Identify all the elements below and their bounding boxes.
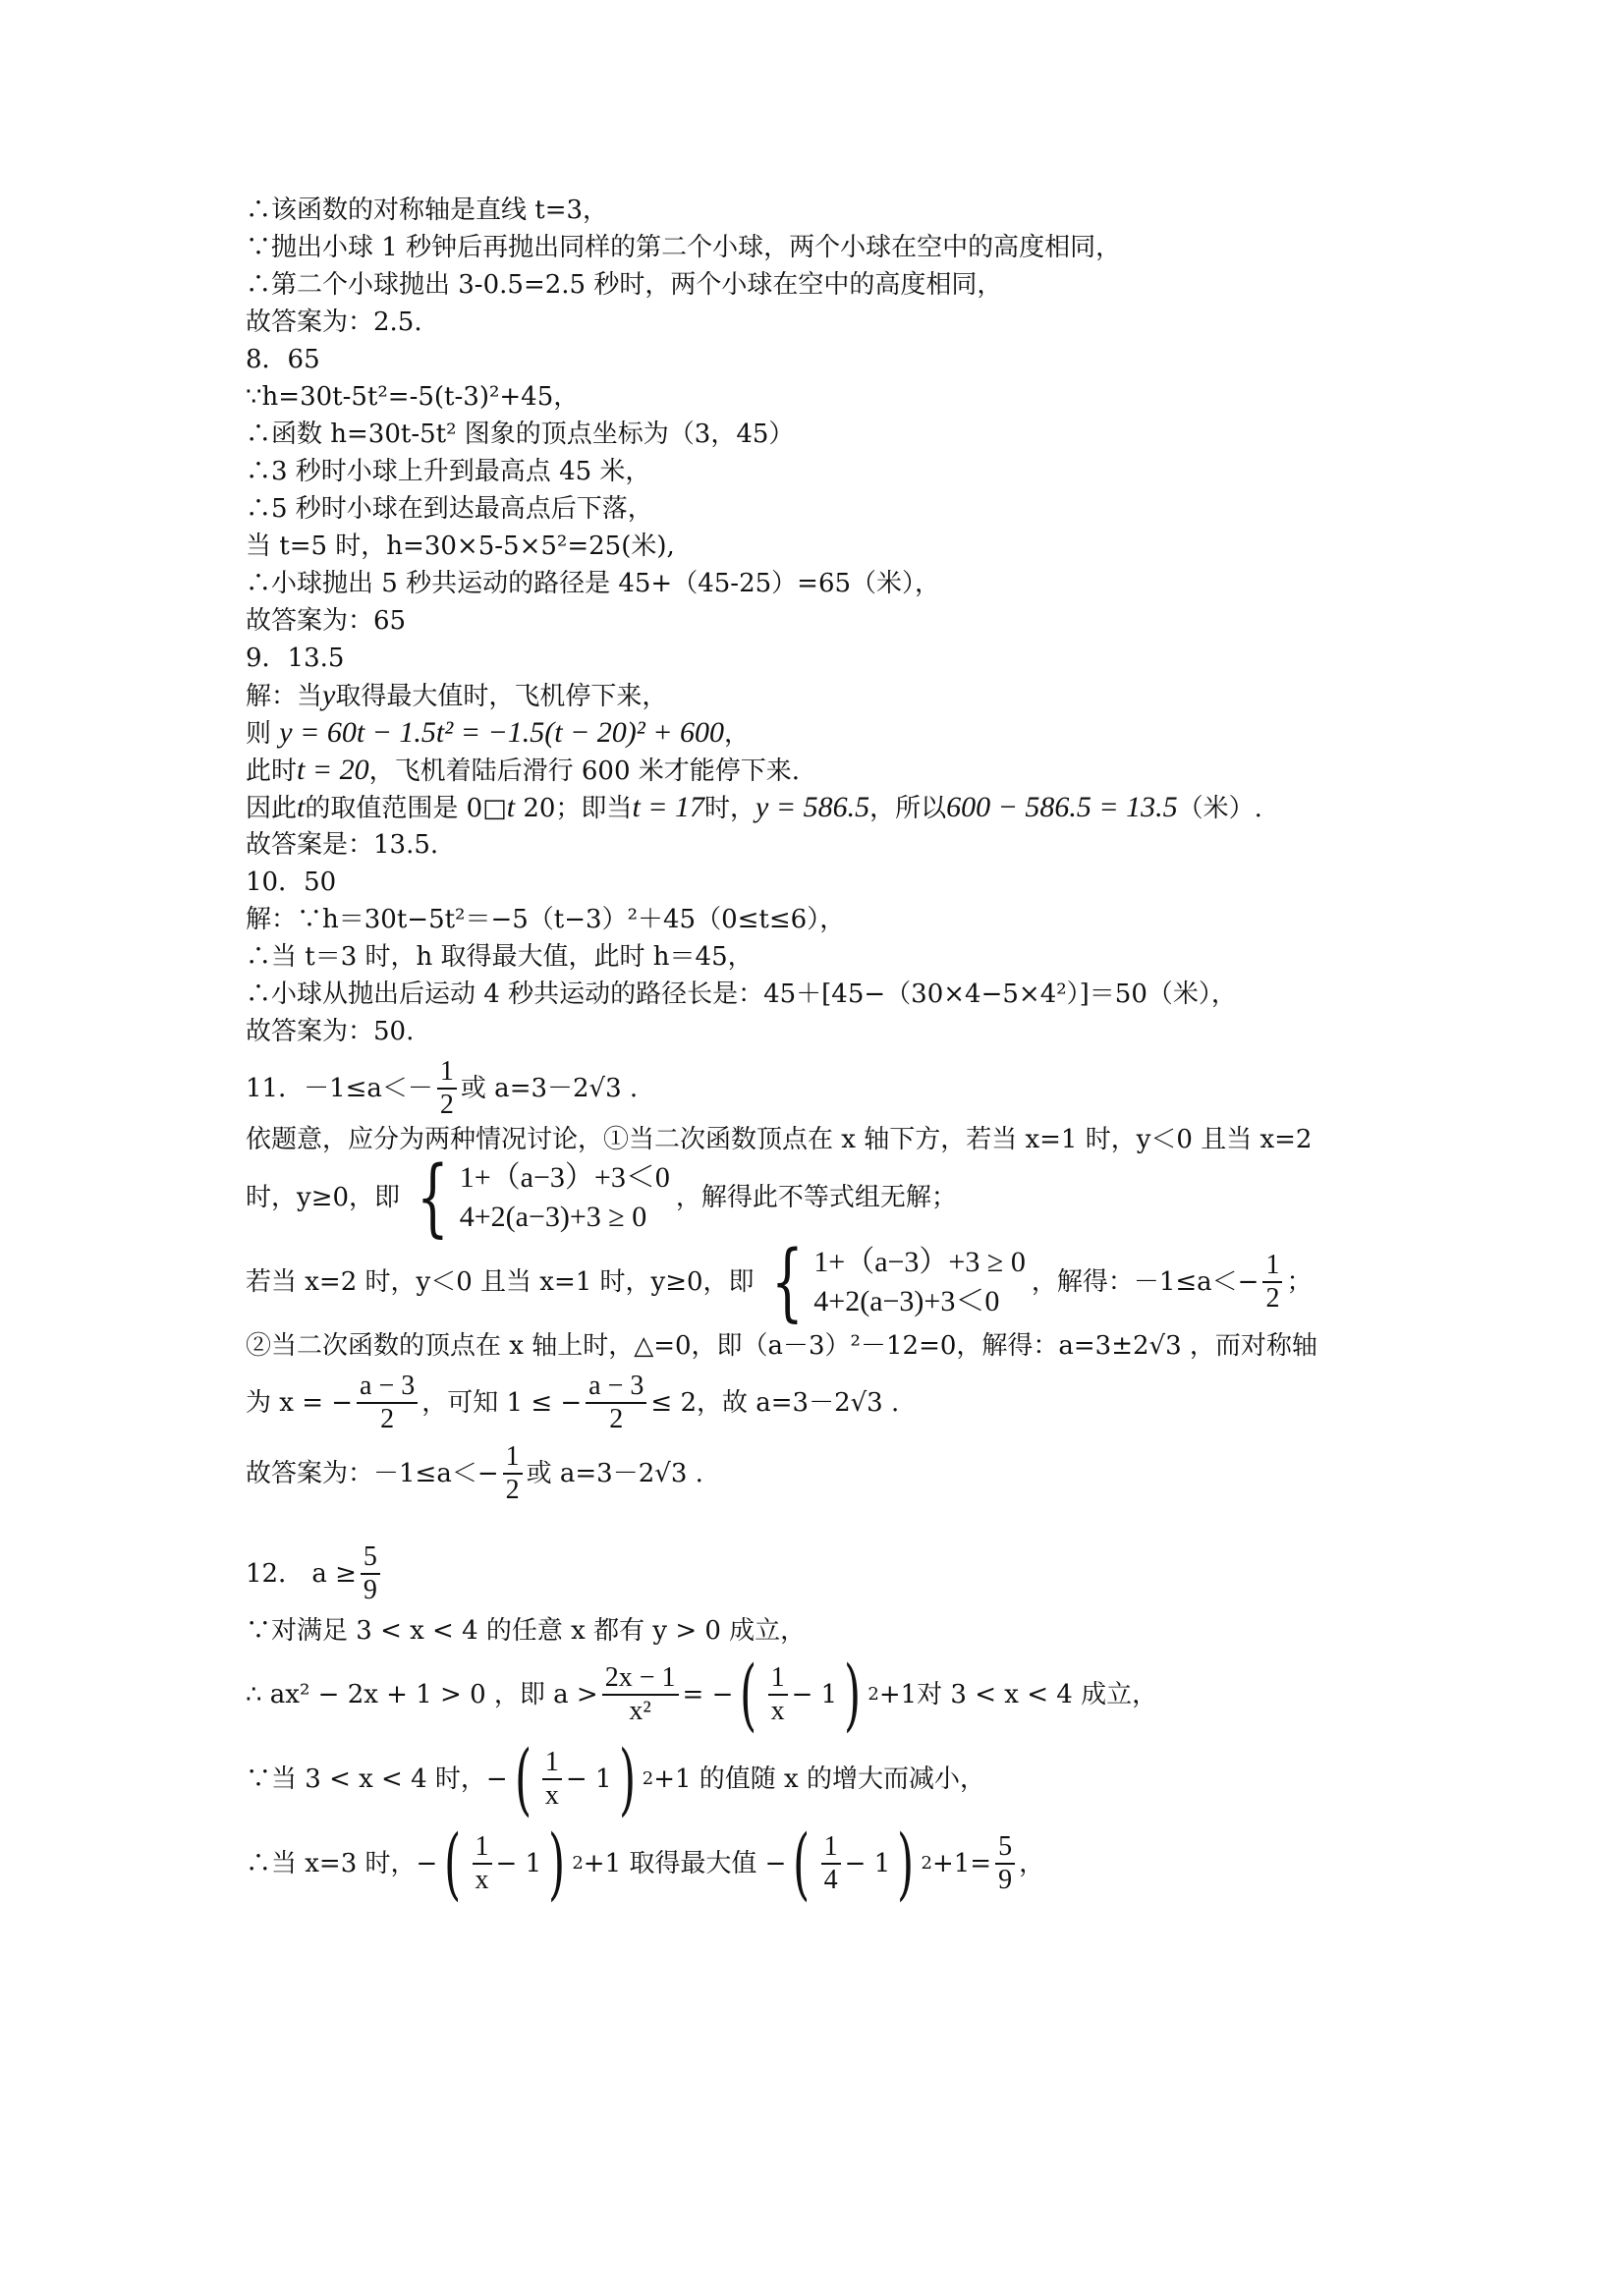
numerator: 1 xyxy=(821,1831,841,1865)
text-line: 故答案为：50. xyxy=(246,1017,415,1046)
text-span: − 1 xyxy=(565,1764,612,1794)
denominator: 2 xyxy=(505,1475,520,1505)
exponent: 2 xyxy=(867,1684,879,1705)
fraction xyxy=(602,1662,679,1727)
text-line: 故答案为：2.5. xyxy=(246,308,422,337)
text-line: ∵h=30t-5t²=-5(t-3)²+45， xyxy=(246,382,580,412)
question-number: 10．50 xyxy=(246,868,337,897)
text-line xyxy=(246,789,1405,826)
text-line: 故答案为：65 xyxy=(246,606,407,636)
text-span: 20；即当 xyxy=(515,794,633,823)
math-expr: y = 586.5 xyxy=(756,791,870,823)
math-var: y xyxy=(322,679,336,711)
text-span: ∴ ax² − 2x + 1 > 0 ，即 a > xyxy=(246,1680,598,1709)
fraction xyxy=(473,1831,492,1896)
text-span: （米）. xyxy=(1177,794,1262,823)
text-line xyxy=(246,1371,1405,1435)
text-line: ∴小球从抛出后运动 4 秒共运动的路径长是：45＋[45−（30×4−5×4²）]＝50（米）， xyxy=(246,980,1237,1009)
math-expr: y = 60t − 1.5t² = −1.5(t − 20)² + 600 xyxy=(279,716,725,749)
denominator: 2 xyxy=(1265,1283,1280,1314)
text-line xyxy=(246,1649,1405,1740)
text-line xyxy=(246,714,1405,752)
text-span: ，解得此不等式组无解； xyxy=(675,1183,957,1212)
text-line xyxy=(246,1733,1405,1824)
text-span: ∴当 x=3 时，− xyxy=(246,1849,438,1878)
denominator: 4 xyxy=(823,1865,838,1895)
text-span: ，可知 1 ≤ − xyxy=(421,1388,583,1418)
exponent: 2 xyxy=(642,1768,654,1789)
text-line: 解：∵h＝30t−5t²＝−5（t−3）²＋45（0≤t≤6）， xyxy=(246,905,846,934)
text-span: − 1 xyxy=(844,1849,891,1878)
fraction xyxy=(995,1831,1015,1896)
question-11-header xyxy=(246,1056,1405,1121)
right-paren: ) xyxy=(844,1649,862,1740)
exponent: 2 xyxy=(572,1853,584,1874)
denominator: x² xyxy=(629,1696,651,1726)
left-paren: ( xyxy=(514,1733,532,1824)
text-span: 则 xyxy=(246,719,272,749)
fraction xyxy=(361,1541,380,1606)
math-expr: t = 20 xyxy=(297,754,369,786)
text-line: ∴函数 h=30t-5t² 图象的顶点坐标为（3，45） xyxy=(246,420,795,449)
fraction xyxy=(542,1747,562,1812)
text-span: 若当 x=2 时，y＜0 且当 x=1 时，y≥0，即 xyxy=(246,1267,755,1297)
text-line xyxy=(246,1818,1405,1909)
text-span: ， xyxy=(724,719,751,749)
denominator: 2 xyxy=(439,1090,454,1120)
fraction xyxy=(357,1371,418,1435)
denominator: 2 xyxy=(380,1404,395,1434)
text-line xyxy=(246,1441,1405,1506)
denominator: x xyxy=(770,1696,785,1726)
brace-symbol: { xyxy=(416,1148,449,1247)
numerator: 1 xyxy=(768,1662,788,1696)
text-span: ∵当 3 < x < 4 时，− xyxy=(246,1764,508,1794)
exponent: 2 xyxy=(921,1853,932,1874)
text-span: = − xyxy=(682,1680,734,1709)
system-rows xyxy=(813,1243,1026,1321)
fraction xyxy=(437,1056,457,1121)
text-line: 故答案是：13.5. xyxy=(246,830,439,860)
denominator: 2 xyxy=(609,1404,624,1434)
brace-symbol: { xyxy=(770,1233,804,1331)
right-paren: ) xyxy=(548,1818,566,1909)
math-var: t xyxy=(506,791,516,823)
text-line: ∵抛出小球 1 秒钟后再抛出同样的第二个小球，两个小球在空中的高度相同， xyxy=(246,233,1122,262)
text-line xyxy=(246,752,1405,789)
question-12-header xyxy=(246,1541,1405,1606)
text-line: ②当二次函数的顶点在 x 轴上时，△=0，即（a－3）²－12=0，解得：a=3±2√3 ，而对称轴 xyxy=(246,1331,1317,1361)
text-span: 时，y≥0，即 xyxy=(246,1183,401,1212)
spacer xyxy=(246,1506,1405,1541)
document-page xyxy=(246,192,1405,1909)
right-paren: ) xyxy=(618,1733,636,1824)
math-expr: 600 − 586.5 = 13.5 xyxy=(946,791,1178,823)
fraction xyxy=(768,1662,788,1727)
math-expr: t = 17 xyxy=(632,791,705,823)
text-line: ∴该函数的对称轴是直线 t=3， xyxy=(246,196,609,225)
numerator: a − 3 xyxy=(357,1371,418,1404)
text-span: 的取值范围是 0□ xyxy=(305,794,507,823)
fraction xyxy=(503,1441,523,1506)
numerator: 1 xyxy=(503,1441,523,1475)
text-span: ， xyxy=(1019,1849,1045,1878)
text-span: 取得最大值时，飞机停下来， xyxy=(335,682,668,711)
system-row: 4+2(a−3)+3＜0 xyxy=(813,1285,1000,1317)
numerator: 1 xyxy=(542,1747,562,1780)
text-line: 当 t=5 时，h=30×5-5×5²=25(米), xyxy=(246,532,675,561)
text-line: ∴5 秒时小球在到达最高点后下落， xyxy=(246,494,653,524)
numerator: 5 xyxy=(995,1831,1015,1865)
text-span: 11．－1≤a＜－ xyxy=(246,1074,433,1103)
text-line: ∴3 秒时小球上升到最高点 45 米， xyxy=(246,457,651,486)
right-paren: ) xyxy=(897,1818,915,1909)
text-span: ，所以 xyxy=(869,794,947,823)
numerator: 1 xyxy=(473,1831,492,1865)
system-row: 1+（a−3）+3 ≥ 0 xyxy=(813,1246,1026,1278)
fraction xyxy=(821,1831,841,1896)
text-span: 12． a ≥ xyxy=(246,1559,357,1589)
text-span: 或 a=3－2√3 . xyxy=(526,1459,703,1488)
text-line: 依题意，应分为两种情况讨论，①当二次函数顶点在 x 轴下方，若当 x=1 时，y＜0 且当 x=2 xyxy=(246,1125,1313,1154)
fraction xyxy=(1262,1250,1282,1315)
numerator: 1 xyxy=(437,1056,457,1090)
text-span: − 1 xyxy=(495,1849,542,1878)
text-line: ∵对满足 3 < x < 4 的任意 x 都有 y > 0 成立， xyxy=(246,1616,807,1646)
left-paren: ( xyxy=(444,1818,462,1909)
text-span: 解：当 xyxy=(246,682,323,711)
left-paren: ( xyxy=(793,1818,811,1909)
text-line xyxy=(246,1148,1405,1247)
numerator: 5 xyxy=(361,1541,380,1575)
denominator: 9 xyxy=(998,1865,1013,1895)
text-span: 或 a=3－2√3 . xyxy=(460,1074,639,1103)
text-line xyxy=(246,677,1405,714)
numerator: a − 3 xyxy=(586,1371,646,1404)
inequality-system xyxy=(406,1148,670,1247)
math-var: t xyxy=(297,791,306,823)
text-line: ∴第二个小球抛出 3-0.5=2.5 秒时，两个小球在空中的高度相同， xyxy=(246,270,1003,300)
text-span: +1 的值随 x 的增大而减小， xyxy=(653,1764,985,1794)
question-number: 8．65 xyxy=(246,345,320,374)
denominator: x xyxy=(475,1865,489,1895)
text-span: 此时 xyxy=(246,756,298,786)
text-span: 为 x = − xyxy=(246,1388,354,1418)
text-line xyxy=(246,1233,1405,1331)
text-span: 故答案为：－1≤a＜− xyxy=(246,1459,499,1488)
text-span: ，解得：－1≤a＜− xyxy=(1031,1267,1259,1297)
numerator: 2x − 1 xyxy=(602,1662,679,1696)
left-paren: ( xyxy=(740,1649,757,1740)
text-span: ； xyxy=(1286,1267,1313,1297)
text-line: ∴小球抛出 5 秒共运动的路径是 45+（45-25）=65（米）， xyxy=(246,569,941,598)
fraction xyxy=(586,1371,646,1435)
text-line: ∴当 t＝3 时，h 取得最大值，此时 h＝45， xyxy=(246,942,754,972)
text-span: ，飞机着陆后滑行 600 米才能停下来. xyxy=(368,756,801,786)
text-span: +1对 3 < x < 4 成立， xyxy=(878,1680,1158,1709)
text-span: +1 取得最大值 − xyxy=(583,1849,787,1878)
text-span: +1= xyxy=(931,1849,992,1878)
numerator: 1 xyxy=(1262,1250,1282,1283)
text-span: 时， xyxy=(704,794,756,823)
denominator: x xyxy=(544,1780,559,1811)
text-span: − 1 xyxy=(791,1680,838,1709)
text-span: 因此 xyxy=(246,794,298,823)
denominator: 9 xyxy=(363,1575,377,1605)
system-row: 4+2(a−3)+3 ≥ 0 xyxy=(459,1201,647,1233)
system-row: 1+（a−3）+3＜0 xyxy=(459,1161,670,1194)
system-rows xyxy=(460,1158,670,1237)
inequality-system xyxy=(760,1233,1026,1331)
text-span: ≤ 2，故 a=3－2√3 . xyxy=(650,1388,900,1418)
question-number: 9．13.5 xyxy=(246,644,345,673)
